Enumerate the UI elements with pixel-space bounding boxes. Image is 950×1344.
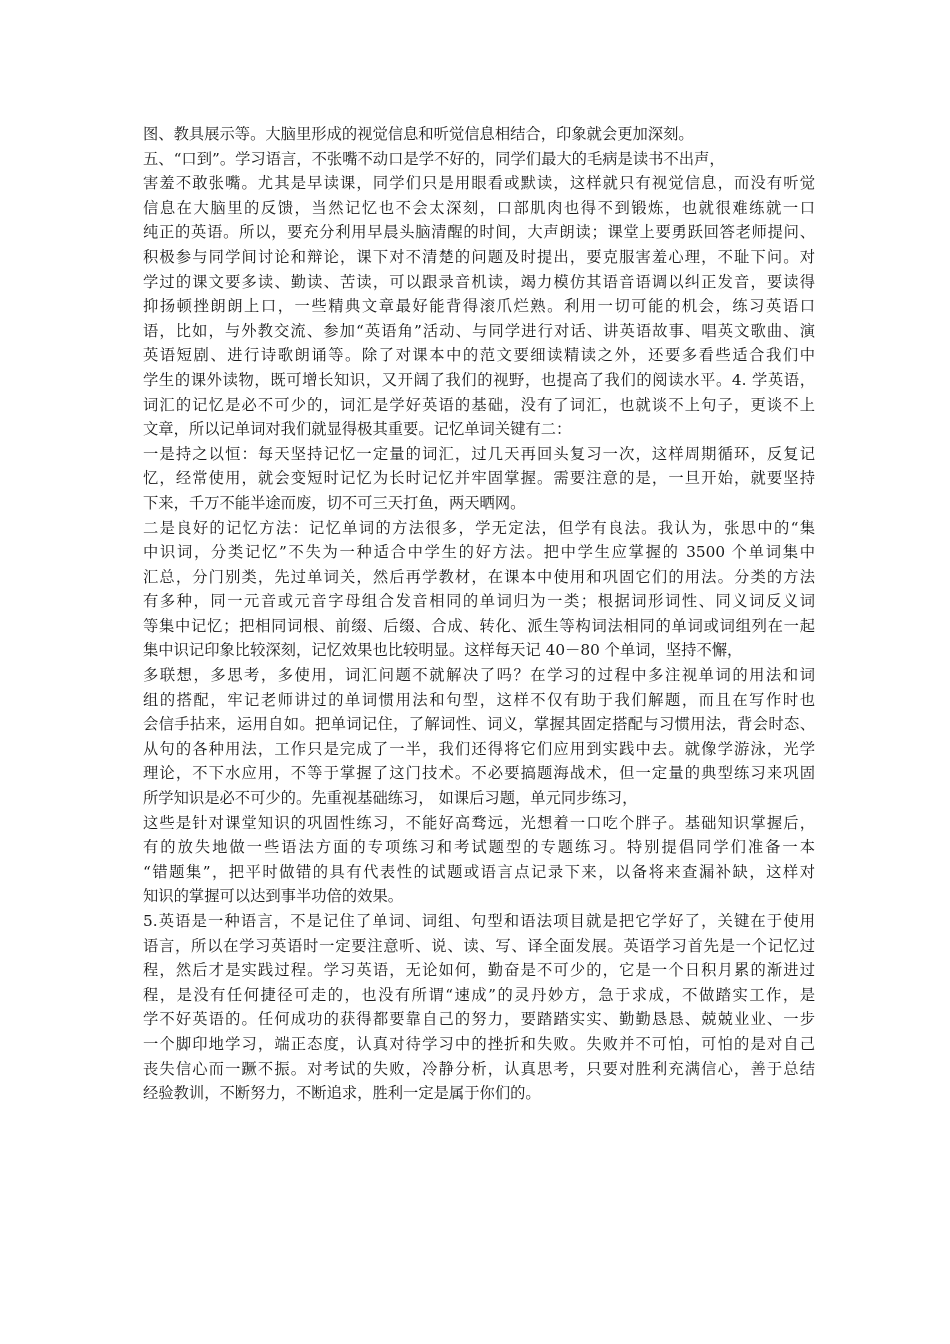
text-line: 程，然后才是实践过程。学习英语，无论如何，勤奋是不可少的，它是一个日积月累的渐进过 xyxy=(143,961,815,980)
text-line: 有多种，同一元音或元音字母组合发音相同的单词归为一类；根据词形词性、同义词反义词 xyxy=(143,592,815,611)
text-line: 中识词，分类记忆”不失为一种适合中学生的好方法。把中学生应掌握的 3500 个单词集中 xyxy=(143,543,815,562)
text-line: 程，是没有任何捷径可走的，也没有所谓“速成”的灵丹妙方，急于求成，不做踏实工作，是 xyxy=(143,985,815,1004)
text-line: 学不好英语的。任何成功的获得都要靠自己的努力，要踏踏实实、勤勤恳恳、兢兢业业、一步 xyxy=(143,1010,815,1029)
text-line: 有的放失地做一些语法方面的专项练习和考试题型的专题练习。特别提倡同学们准备一本 xyxy=(143,838,815,857)
text-line: 语言，所以在学习英语时一定要注意听、说、读、写、译全面发展。英语学习首先是一个记忆过 xyxy=(143,936,815,955)
text-line: 会信手拈来，运用自如。把单词记住，了解词性、词义，掌握其固定搭配与习惯用法，背会时态、 xyxy=(143,715,815,734)
text-line: 语，比如，与外教交流、参加“英语角”活动、与同学进行对话、讲英语故事、唱英文歌曲、演 xyxy=(143,321,815,340)
text-line: 一个脚印地学习，端正态度，认真对待学习中的挫折和失败。失败并不可怕，可怕的是对自己 xyxy=(143,1034,815,1053)
text-line: 积极参与同学间讨论和辩论，课下对不清楚的问题及时提出，要克服害羞心理，不耻下问。对 xyxy=(143,247,815,266)
text-line: 学生的课外读物，既可增长知识，又开阔了我们的视野，也提高了我们的阅读水平。4. 学英语， xyxy=(143,370,815,389)
text-line: 五、“口到”。学习语言，不张嘴不动口是学不好的，同学们最大的毛病是读书不出声， xyxy=(143,149,725,168)
text-line: 集中识记印象比较深刻，记忆效果也比较明显。这样每天记 40－80 个单词，坚持不懈， xyxy=(143,641,743,660)
text-line: 一是持之以恒：每天坚持记忆一定量的词汇，过几天再回头复习一次，这样周期循环，反复记 xyxy=(143,444,815,463)
text-line: 所学知识是必不可少的。先重视基础练习， 如课后习题，单元同步练习， xyxy=(143,789,638,808)
text-line: 等集中记忆；把相同词根、前缀、后缀、合成、转化、派生等构词法相同的单词或词组列在一起 xyxy=(143,616,815,635)
text-line: 学过的课文要多读、勤读、苦读，可以跟录音机读，竭力模仿其语音语调以纠正发音，要读得 xyxy=(143,272,815,291)
text-line: 忆，经常使用，就会变短时记忆为长时记忆并牢固掌握。需要注意的是，一旦开始，就要坚持 xyxy=(143,469,815,488)
text-line: 多联想，多思考，多使用，词汇问题不就解决了吗？在学习的过程中多注视单词的用法和词 xyxy=(143,666,815,685)
text-line: 理论，不下水应用，不等于掌握了这门技术。不必要搞题海战术，但一定量的典型练习来巩固 xyxy=(143,764,815,783)
text-line: 知识的掌握可以达到事半功倍的效果。 xyxy=(143,887,404,906)
text-line: 这些是针对课堂知识的巩固性练习，不能好高骛远，光想着一口吃个胖子。基础知识掌握后， xyxy=(143,813,815,832)
text-line: 经验教训，不断努力，不断追求，胜利一定是属于你们的。 xyxy=(143,1084,541,1103)
text-line: 汇总，分门别类，先过单词关，然后再学教材，在课本中使用和巩固它们的用法。分类的方法 xyxy=(143,567,815,586)
text-line: 从句的各种用法，工作只是完成了一半，我们还得将它们应用到实践中去。就像学游泳，光学 xyxy=(143,739,815,758)
text-line: 害羞不敢张嘴。尤其是早读课，同学们只是用眼看或默读，这样就只有视觉信息，而没有听觉 xyxy=(143,174,815,193)
text-line: 纯正的英语。所以，要充分利用早晨头脑清醒的时间，大声朗读；课堂上要勇跃回答老师提问、 xyxy=(143,223,815,242)
text-line: 组的搭配，牢记老师讲过的单词惯用法和句型，这样不仅有助于我们解题，而且在写作时也 xyxy=(143,690,815,709)
text-line: 文章，所以记单词对我们就显得极其重要。记忆单词关键有二： xyxy=(143,420,572,439)
text-line: 下来，千万不能半途而废，切不可三天打鱼，两天晒网。 xyxy=(143,493,526,512)
text-line: 二是良好的记忆方法：记忆单词的方法很多，学无定法，但学有良法。我认为，张思中的“集 xyxy=(143,518,815,537)
text-line: 丧失信心而一蹶不振。对考试的失败，冷静分析，认真思考，只要对胜利充满信心，善于总结 xyxy=(143,1059,815,1078)
text-line: “错题集”，把平时做错的具有代表性的试题或语言点记录下来，以备将来查漏补缺，这样对 xyxy=(143,862,815,881)
text-line: 抑扬顿挫朗朗上口，一些精典文章最好能背得滚爪烂熟。利用一切可能的机会，练习英语口 xyxy=(143,297,815,316)
text-line: 词汇的记忆是必不可少的，词汇是学好英语的基础，没有了词汇，也就谈不上句子，更谈不上 xyxy=(143,395,815,414)
text-line: 信息在大脑里的反馈，当然记忆也不会太深刻，口部肌肉也得不到锻炼，也就很难练就一口 xyxy=(143,198,815,217)
text-line: 英语短剧、进行诗歌朗诵等。除了对课本中的范文要细读精读之外，还要多看些适合我们中 xyxy=(143,346,815,365)
text-line: 5.英语是一种语言，不是记住了单词、词组、句型和语法项目就是把它学好了，关键在于使用 xyxy=(143,912,815,930)
body-text xyxy=(143,122,815,1106)
text-line: 图、教具展示等。大脑里形成的视觉信息和听觉信息相结合，印象就会更加深刻。 xyxy=(143,125,694,143)
